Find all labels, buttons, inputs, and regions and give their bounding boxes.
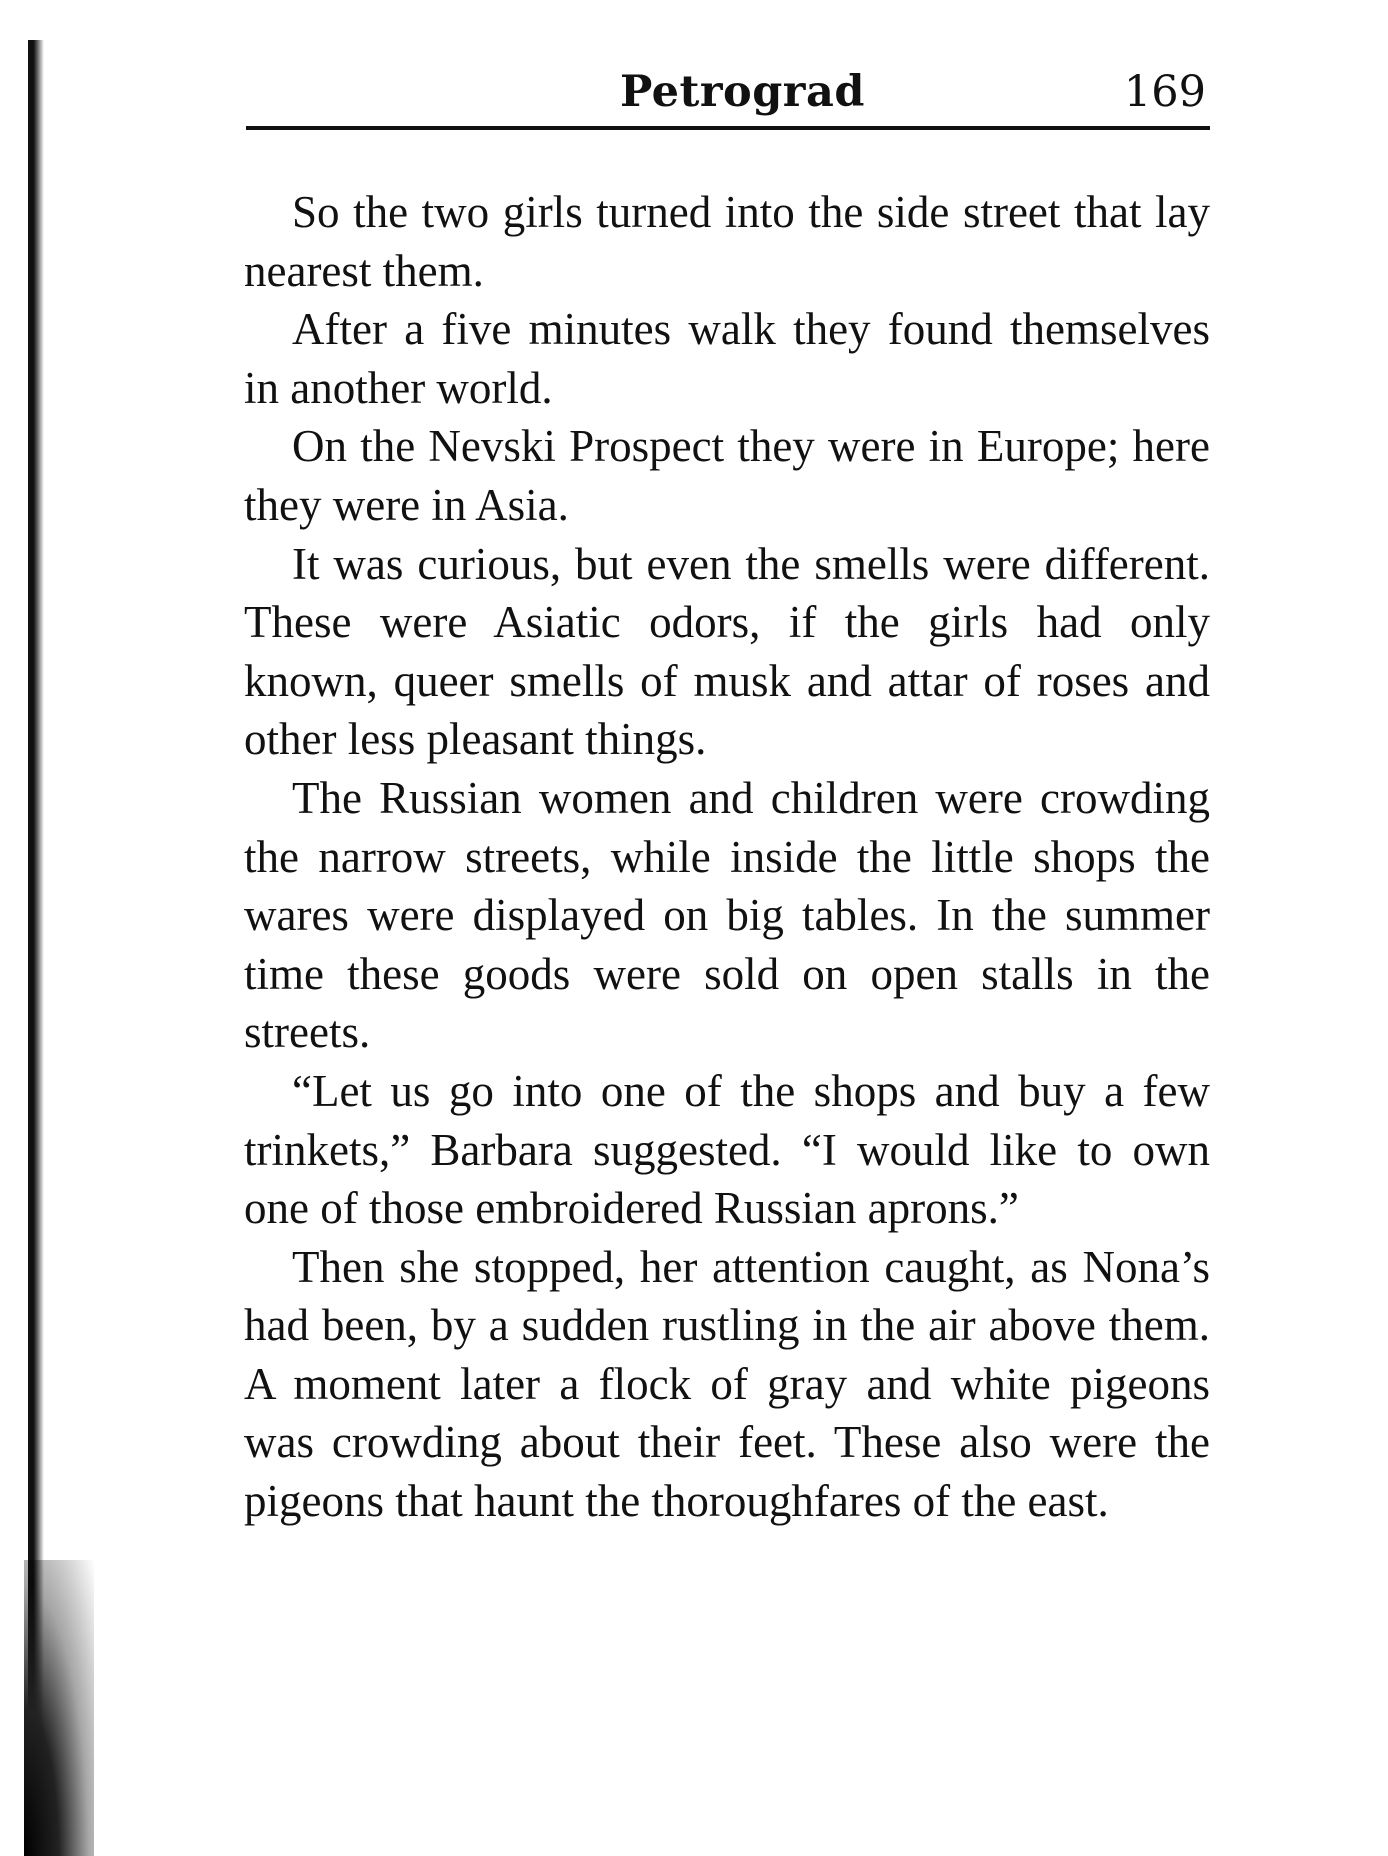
paragraph: The Russian women and children were crowding the narrow streets, while inside the little shops the wares were displayed on big tables. In the summer time these goods were sold on open stalls in the streets. bbox=[244, 772, 1210, 1058]
page-number: 169 bbox=[1123, 67, 1206, 117]
paragraph: After a five minutes walk they found themselves in another world. bbox=[244, 304, 1210, 413]
paragraph: Then she stopped, her attention caught, as Nona’s had been, by a sudden rustling in the air above them. A moment later a flock of gray and white pigeons was crowding about their feet. These also were the pigeons that haunt the thoroughfares of the east. bbox=[244, 1241, 1210, 1527]
paragraph: So the two girls turned into the side street that lay nearest them. bbox=[244, 187, 1210, 296]
book-gutter-shadow bbox=[24, 1560, 94, 1856]
paragraph: It was curious, but even the smells were different. These were Asiatic odors, if the girls had only known, queer smells of musk and attar of roses and other less pleasant things. bbox=[244, 538, 1210, 765]
page-body bbox=[244, 183, 1210, 1531]
paragraph: On the Nevski Prospect they were in Europe; here they were in Asia. bbox=[244, 421, 1210, 530]
running-head bbox=[246, 64, 1206, 124]
paragraph: “Let us go into one of the shops and buy a few trinkets,” Barbara suggested. “I would like to own one of those embroidered Russian aprons.” bbox=[244, 1065, 1210, 1234]
header-rule bbox=[246, 126, 1210, 130]
chapter-title: Petrograd bbox=[620, 67, 865, 117]
